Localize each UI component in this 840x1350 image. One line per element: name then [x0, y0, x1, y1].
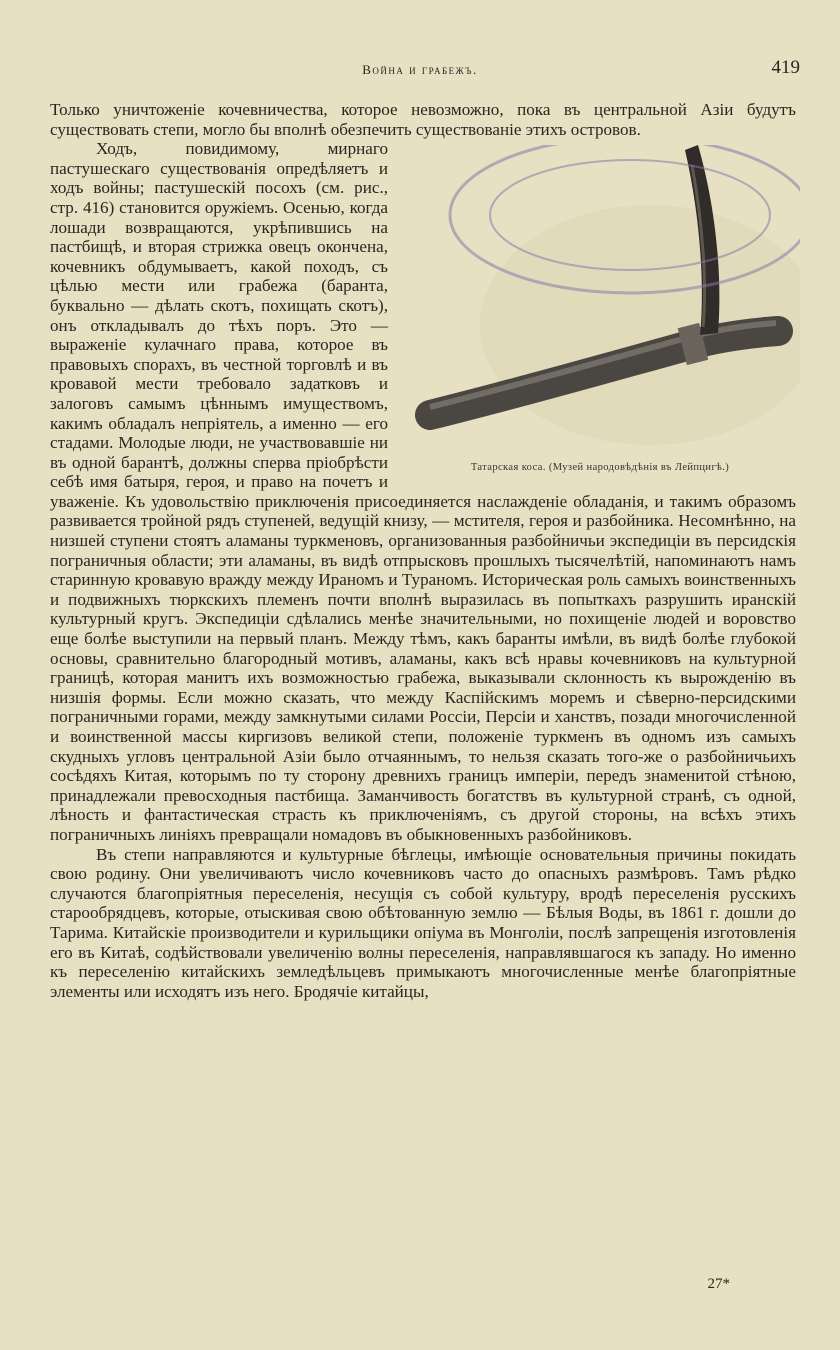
- body-text: [50, 100, 796, 1001]
- page-number: 419: [771, 57, 800, 78]
- figure: [400, 145, 800, 485]
- figure-caption: Татарская коса. (Музей народовѣдѣнія въ Лейпцигѣ.): [470, 461, 730, 473]
- paragraph: Въ степи направляются и культурные бѣглецы, имѣющіе основательныя причины покидать свою родину. Они увеличиваютъ число кочевниковъ часто до опасныхъ размѣровъ. Тамъ рѣдко случаются благопріятныя переселенія, несущія съ собой культуру, вродѣ переселенія русскихъ старообрядцевъ, которые, отыскивая свою обѣтованную землю — Бѣлыя Воды, въ 1861 г. дошли до Тарима. Китайскіе производители и курильщики опіума въ Монголіи, послѣ запрещенія изготовленія его въ Китаѣ, содѣйствовали увеличенію волны переселенія, направлявшагося къ западу. Но именно къ переселенію китайскихъ земледѣльцевъ примыкаютъ многочисленные менѣе благопріятные элементы или исходятъ изъ него. Бродячіе китайцы,: [50, 844, 796, 1001]
- paragraph: Только уничтоженіе кочевничества, которое невозможно, пока въ центральной Азіи будутъ существовать степи, могло бы вполнѣ обезпечить существованіе этихъ островов.: [50, 100, 796, 139]
- signature-mark: 27*: [707, 1276, 730, 1292]
- paragraph: Ходъ, повидимому, мирнаго пастушескаго существованія опредѣляетъ и ходъ войны; пастушескій посохъ (см. рис., стр. 416) становится оружіемъ. Осенью, когда лошади возвращаются, укрѣпившись на пастбищѣ, и вторая стрижка овецъ окончена, кочевникъ обдумываетъ, какой походъ, съ цѣлью мести или грабежа (баранта, буквально — дѣлать скотъ, похищать скотъ), онъ откладывалъ до тѣхъ поръ. Это — выраженіе кулачнаго права, которое въ правовыхъ спорахъ, въ честной торговлѣ и въ кровавой мести требовало задатковъ и залоговъ самымъ цѣннымъ имуществомъ, какимъ обладалъ непріятель, а именно — его стадами. Молодые люди, не участвовавшіе ни въ одной барантѣ, должны сперва пріобрѣсти себѣ имя батыря, героя, и право на почетъ и уваженіе. Къ удовольствію приключенія присоединяется наслажденіе обладанія, и такимъ образомъ развивается тройной рядъ ступеней, ведущій книзу, — мстителя, героя и разбойника. Несомнѣнно, на низшей ступени стоятъ аламаны туркменовъ, организованныя разбойничьи экспедиціи въ персидскія пограничныя области; эти аламаны, въ видѣ отпрысковъ прошлыхъ тысячелѣтій, напоминаютъ намъ старинную кровавую вражду между Ираномъ и Тураномъ. Историческая роль самыхъ воинственныхъ и подвижныхъ тюркскихъ племенъ почти вполнѣ выразилась въ попыткахъ разрушить иранскій культурный кругъ. Экспедиціи сдѣлались менѣе значительными, но похищеніе людей и воровство еще болѣе выступили на первый планъ. Между тѣмъ, какъ баранты имѣли, въ видѣ болѣе глубокой основы, сравнительно благородный мотивъ, аламаны, какъ всѣ нравы кочевниковъ на культурной границѣ, которая манитъ ихъ возможностью грабежа, выказывали склонность къ вырожденію въ низшія формы. Если можно сказать, что между Каспійскимъ моремъ и сѣверно-персидскими пограничными горами, между замкнутыми силами Россіи, Персіи и ханствъ, позади многочисленной и воинственной массы киргизовъ великой степи, положеніе туркменъ въ одномъ изъ самыхъ скудныхъ угловъ центральной Азіи было отчаяннымъ, то нельзя сказать того-же о разбойничьихъ сосѣдяхъ Китая, которымъ по ту сторону древнихъ границъ имперіи, передъ знаменитой стѣною, принадлежали превосходныя пастбища. Заманчивость богатствъ въ культурной странѣ, съ одной, лѣность и фантастическая страсть къ приключеніямъ, съ другой стороны, на всѣхъ этихъ пограничныхъ линіяхъ превращали номадовъ въ обыкновенныхъ разбойниковъ.: [50, 139, 796, 844]
- running-header-title: Война и грабежъ.: [362, 62, 478, 77]
- scythe-illustration-icon: [400, 145, 800, 445]
